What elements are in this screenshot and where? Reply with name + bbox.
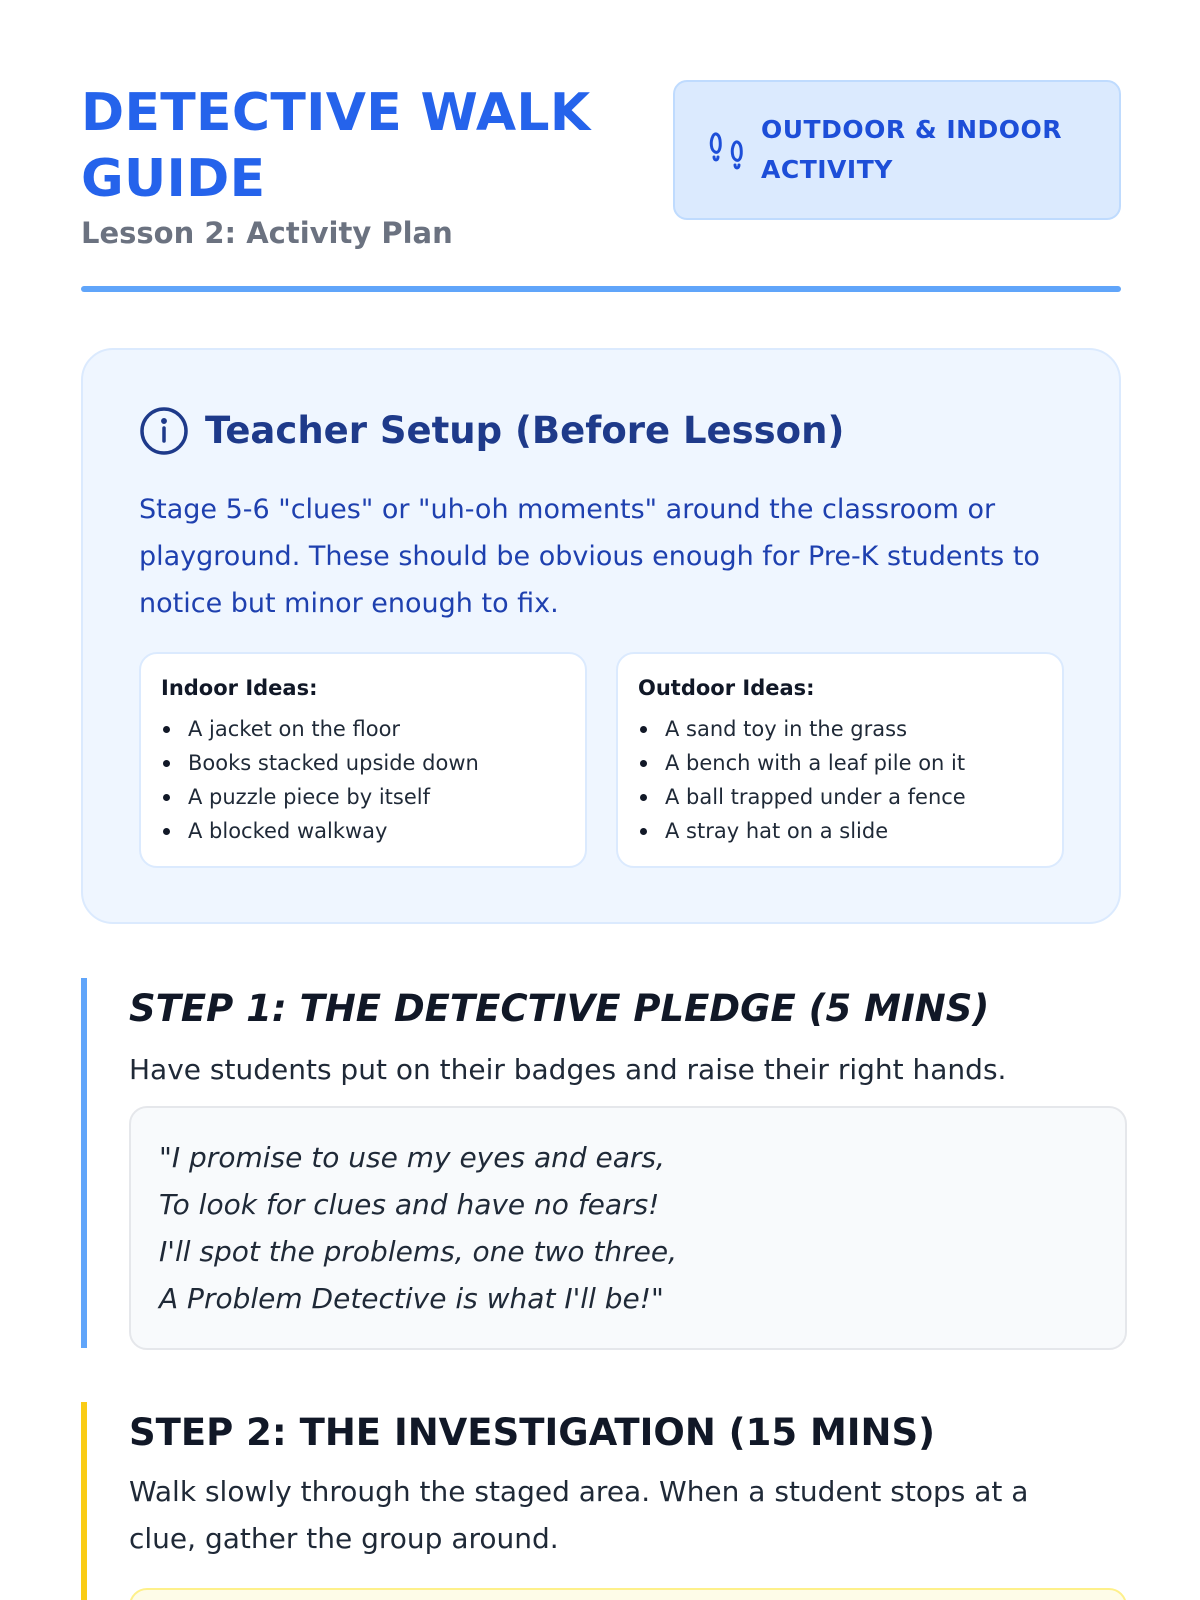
info-icon bbox=[139, 406, 189, 456]
footprints-icon bbox=[707, 130, 747, 172]
list-item: A blocked walkway bbox=[161, 814, 565, 848]
list-item: A ball trapped under a fence bbox=[638, 780, 1042, 814]
list-item: Books stacked upside down bbox=[161, 746, 565, 780]
pledge-quote-box bbox=[129, 1106, 1127, 1350]
activity-type-badge bbox=[673, 80, 1121, 220]
page-header bbox=[81, 80, 1121, 296]
pledge-line: "I promise to use my eyes and ears, bbox=[159, 1141, 665, 1174]
outdoor-ideas-list bbox=[638, 712, 1042, 848]
pledge-line: To look for clues and have no fears! bbox=[159, 1188, 660, 1221]
step-2-title: STEP 2: THE INVESTIGATION (15 MINS) bbox=[129, 1411, 936, 1454]
badge-label: OUTDOOR & INDOOR ACTIVITY bbox=[761, 115, 1063, 184]
step-2-description: Walk slowly through the staged area. When a student stops at a clue, gather the group around. bbox=[129, 1475, 1029, 1555]
list-item: A puzzle piece by itself bbox=[161, 780, 565, 814]
page-subtitle: Lesson 2: Activity Plan bbox=[81, 216, 453, 250]
step-2-callout-box bbox=[129, 1588, 1127, 1600]
list-item: A bench with a leaf pile on it bbox=[638, 746, 1042, 780]
list-item: A stray hat on a slide bbox=[638, 814, 1042, 848]
indoor-ideas-card bbox=[139, 652, 587, 868]
setup-description: Stage 5-6 "clues" or "uh-oh moments" around the classroom or playground. These should be obvious enough for Pre-K students to notice but minor enough to fix. bbox=[139, 494, 1040, 619]
header-divider bbox=[81, 286, 1121, 292]
outdoor-ideas-card bbox=[616, 652, 1064, 868]
page-title: DETECTIVE WALK GUIDE bbox=[81, 83, 591, 209]
step-1-title: STEP 1: THE DETECTIVE PLEDGE (5 MINS) bbox=[129, 987, 990, 1030]
pledge-line: I'll spot the problems, one two three, bbox=[159, 1235, 677, 1268]
pledge-line: A Problem Detective is what I'll be!" bbox=[159, 1282, 664, 1315]
teacher-setup-panel bbox=[81, 348, 1121, 924]
indoor-ideas-heading: Indoor Ideas: bbox=[161, 676, 318, 700]
outdoor-ideas-heading: Outdoor Ideas: bbox=[638, 676, 815, 700]
indoor-ideas-list bbox=[161, 712, 565, 848]
list-item: A sand toy in the grass bbox=[638, 712, 1042, 746]
setup-title: Teacher Setup (Before Lesson) bbox=[205, 409, 845, 452]
step-1-section bbox=[81, 978, 1121, 1348]
list-item: A jacket on the floor bbox=[161, 712, 565, 746]
step-2-section bbox=[81, 1402, 1121, 1600]
step-1-description: Have students put on their badges and raise their right hands. bbox=[129, 1053, 1007, 1086]
